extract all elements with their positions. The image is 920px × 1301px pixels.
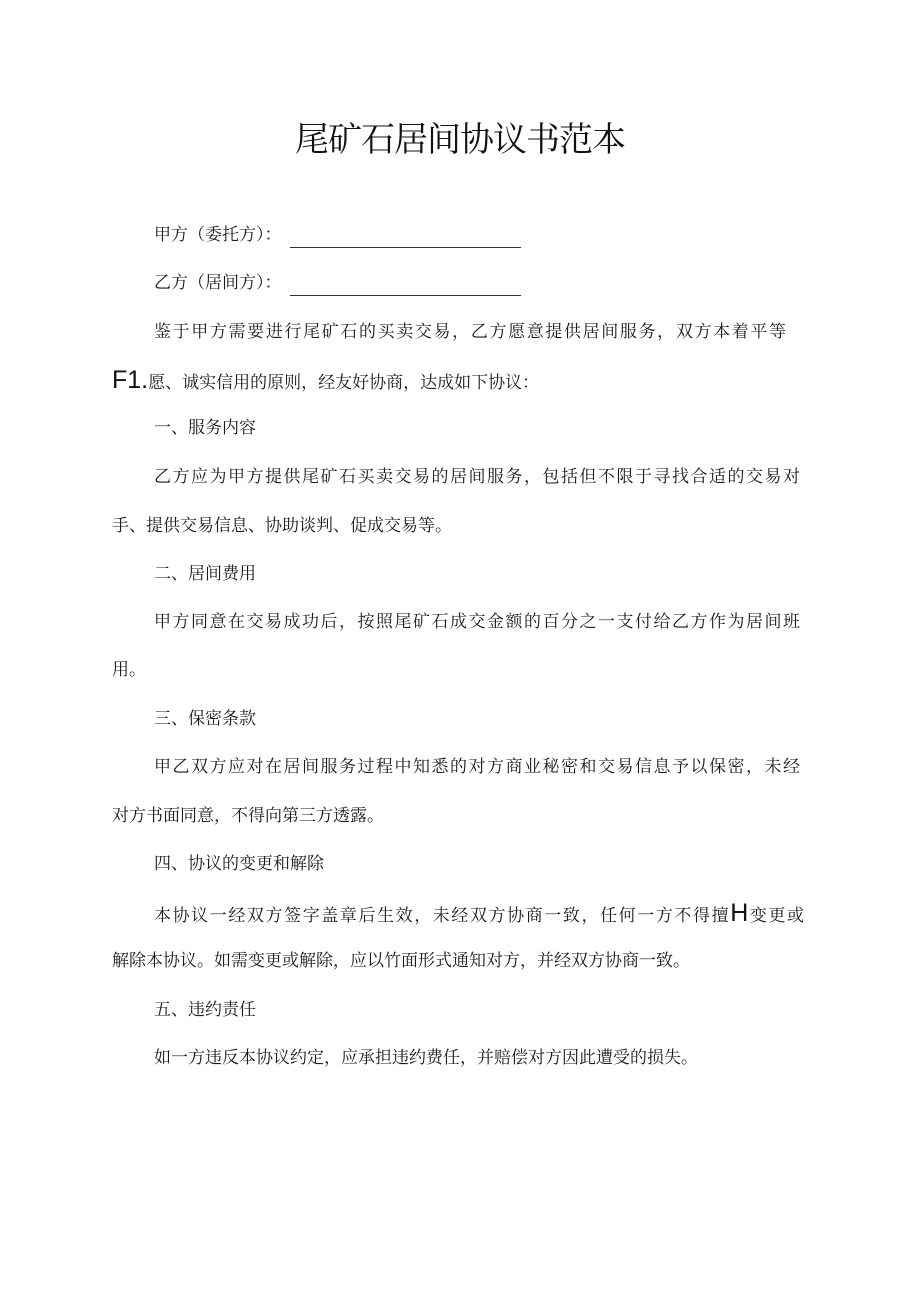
- section-2-heading: 二、居间费用: [154, 564, 256, 584]
- party-a-label: 甲方（委托方）：: [154, 225, 282, 245]
- document-title: 尾矿石居间协议书范本: [295, 120, 625, 160]
- preamble-line-2: [112, 367, 812, 396]
- party-b-line: [154, 270, 854, 296]
- section-4-line-2: 解除本协议。如需变更或解除，应以竹面形式通知对方，并经双方协商一致。: [112, 951, 690, 971]
- party-a-line: [154, 222, 854, 248]
- section-4-line-1: [154, 900, 804, 926]
- section-2-line-1: 甲方同意在交易成功后，按照尾矿石成交金额的百分之一支付给乙方作为居间班: [154, 612, 800, 632]
- preamble-line-2-text: 愿、诚实信用的原则，经友好协商，达成如下协议：: [148, 373, 540, 393]
- party-a-blank[interactable]: [290, 227, 521, 248]
- section-5-heading: 五、违约责任: [154, 1000, 256, 1020]
- section-5-line-1: 如一方违反本协议约定，应承担违约费任，并赔偿对方因此遭受的损失。: [154, 1048, 698, 1068]
- section-4-line-1-after: 变更或: [748, 906, 804, 926]
- section-2-line-2: 用。: [112, 660, 146, 680]
- party-b-blank[interactable]: [290, 275, 521, 296]
- section-4-heading: 四、协议的变更和解除: [154, 854, 324, 874]
- section-4-artifact: H: [730, 900, 749, 926]
- section-3-line-1: 甲乙双方应对在居间服务过程中知悉的对方商业秘密和交易信息予以保密，未经: [154, 757, 800, 777]
- section-1-line-2: 手、提供交易信息、协助谈判、促成交易等。: [112, 516, 452, 536]
- section-4-line-1-before: 本协议一经双方签字盖章后生效，未经双方协商一致，任何一方不得擅: [154, 906, 731, 926]
- section-3-line-2: 对方书面同意，不得向第三方透露。: [112, 806, 384, 826]
- section-1-line-1: 乙方应为甲方提供尾矿石买卖交易的居间服务，包括但不限于寻找合适的交易对: [154, 467, 800, 487]
- party-b-label: 乙方（居间方）：: [154, 273, 282, 293]
- section-1-heading: 一、服务内容: [154, 418, 256, 438]
- section-3-heading: 三、保密条款: [154, 709, 256, 729]
- preamble-line-1: 鉴于甲方需要进行尾矿石的买卖交易，乙方愿意提供居间服务，双方本着平等: [154, 322, 786, 342]
- preamble-artifact: F1.: [112, 366, 149, 394]
